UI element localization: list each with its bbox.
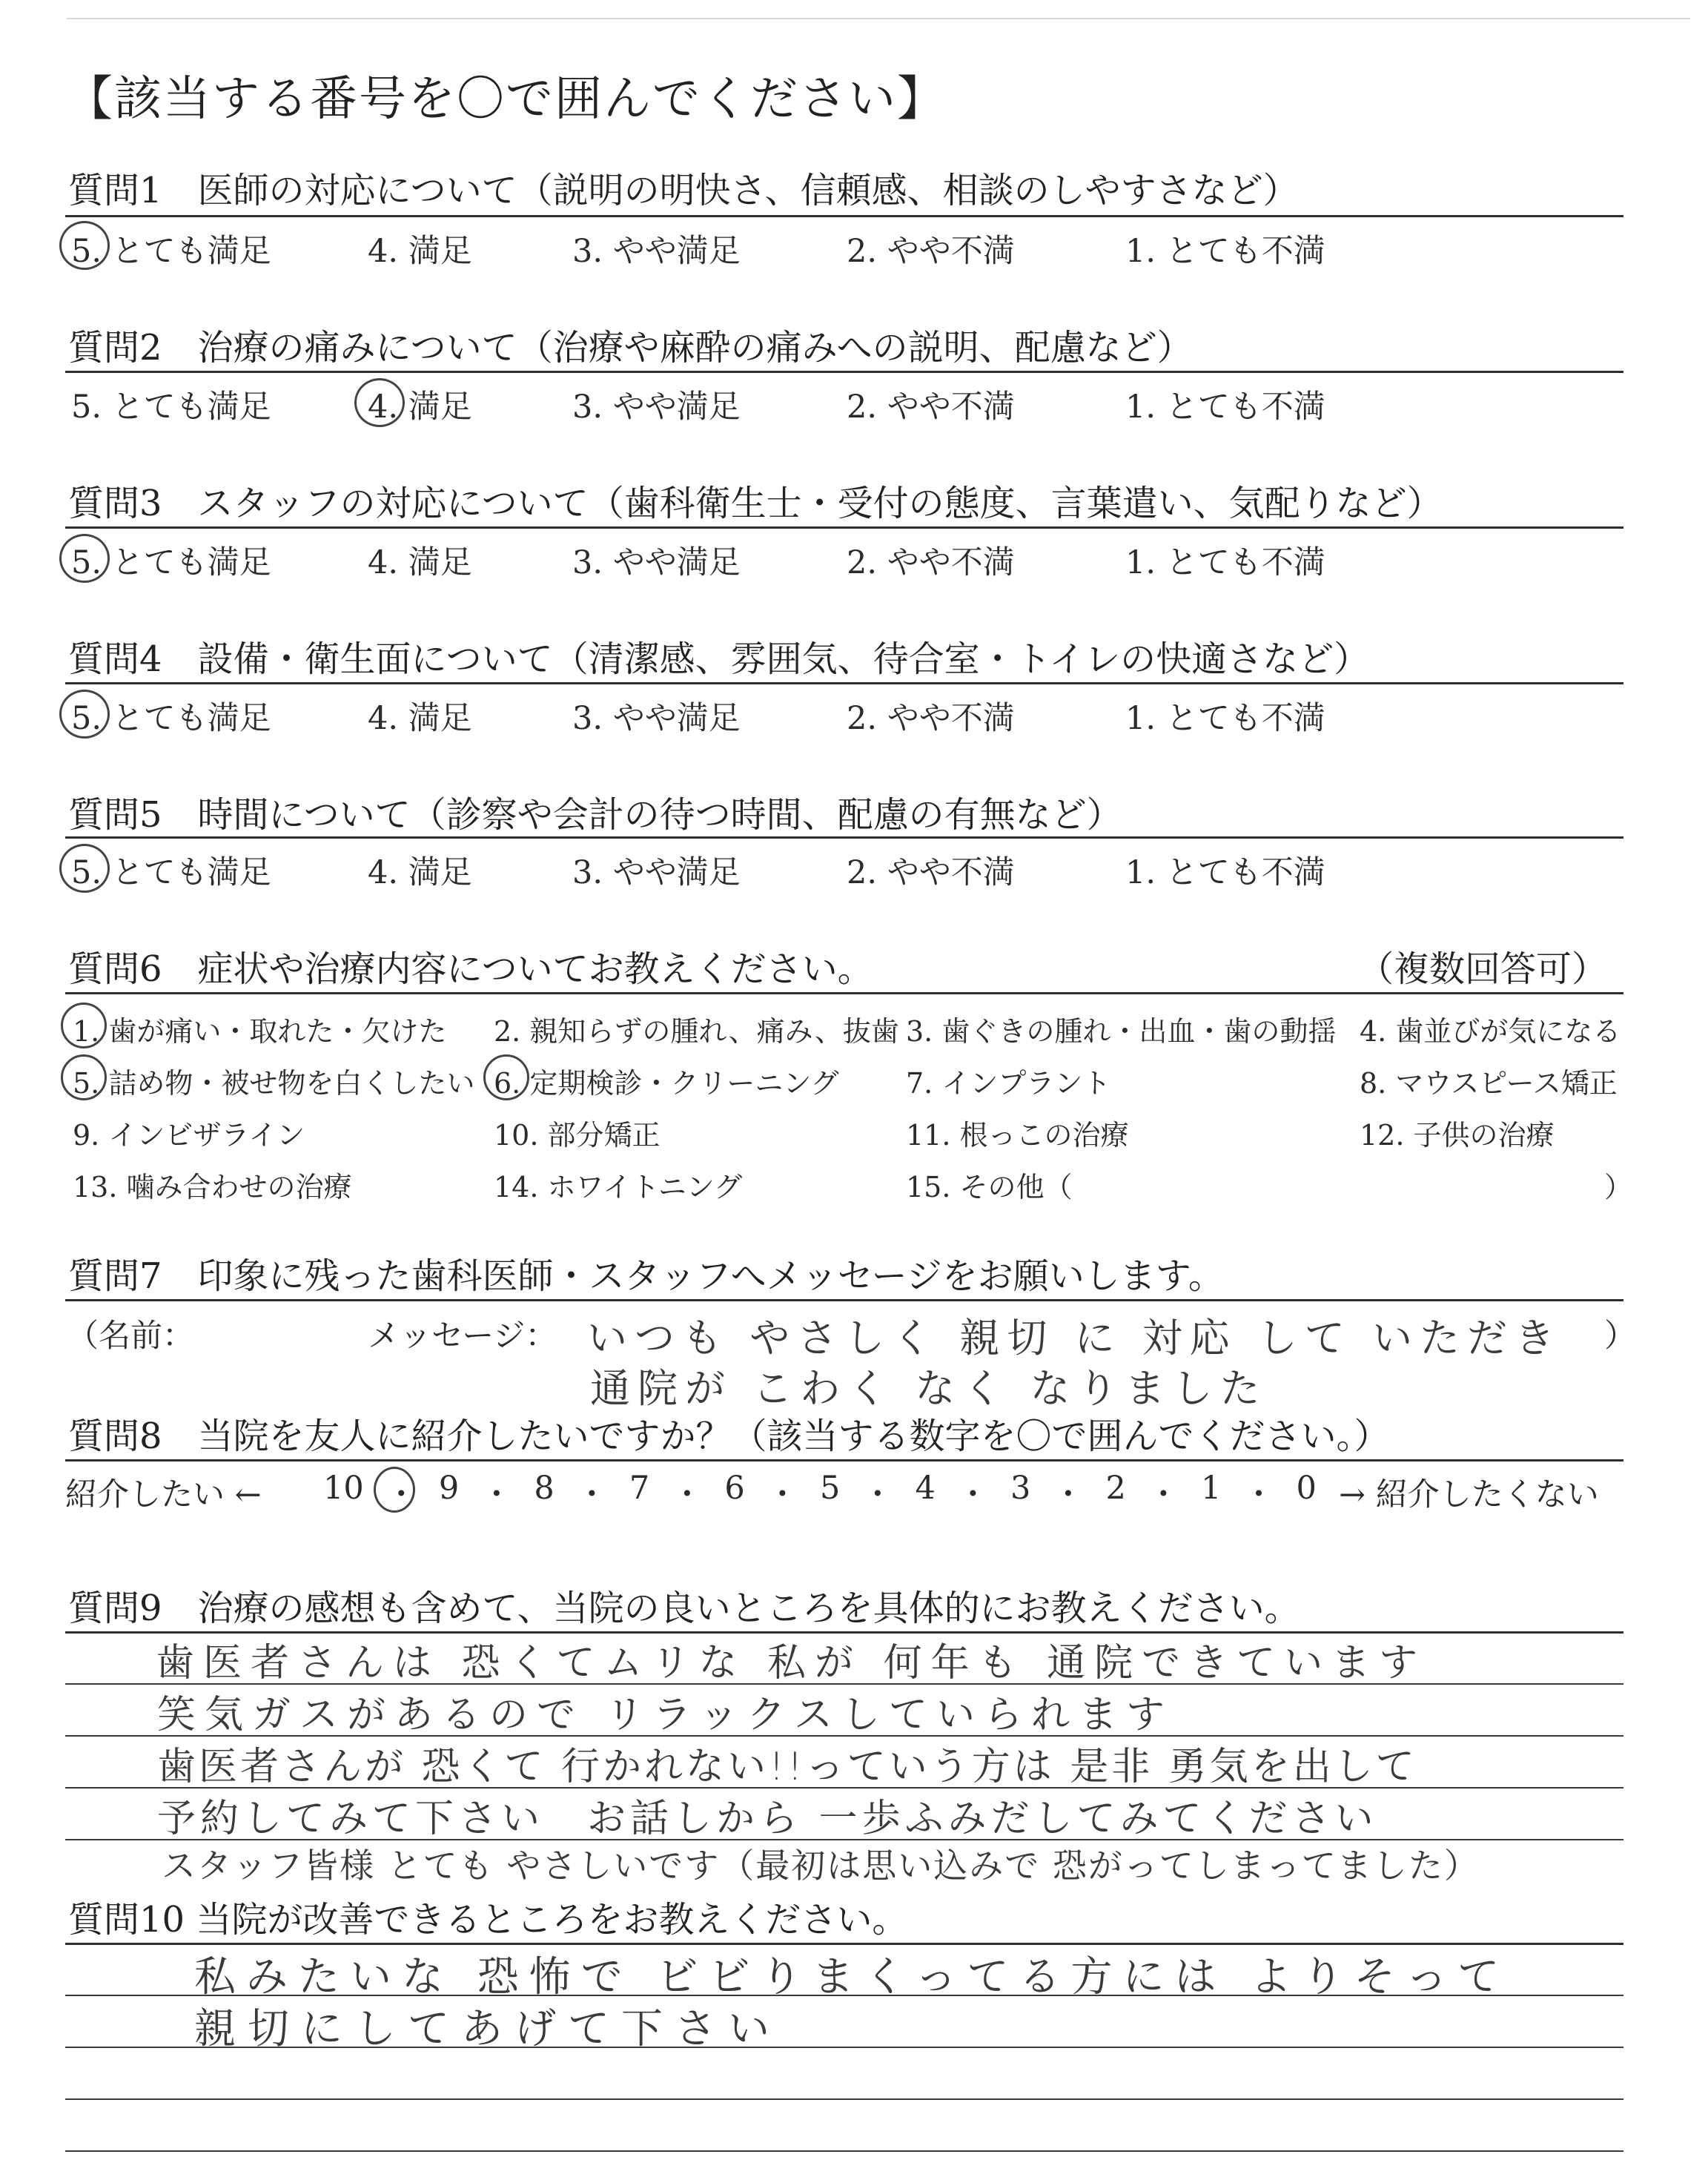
q3-selected-circle: [59, 534, 110, 583]
question-6-rule: [65, 992, 1623, 994]
q7-message-label: メッセージ：: [368, 1318, 557, 1355]
question-4-title: 質問4 設備・衛生面について（清潔感、雰囲気、待合室・トイレの快適さなど）: [68, 638, 1370, 680]
q2-selected-circle: [354, 378, 405, 427]
question-5-rule: [65, 836, 1623, 839]
q6-item-13[interactable]: 13. 噛み合わせの治療: [73, 1171, 352, 1203]
q6-item-3[interactable]: 3. 歯ぐきの腫れ・出血・歯の動揺: [906, 1015, 1337, 1048]
q10-answer-handwritten-1[interactable]: 私みたいな 恐怖で ビビりまくってる方には よりそって: [194, 1953, 1510, 2001]
q8-scale-2[interactable]: 2: [1105, 1470, 1126, 1507]
question-7-title: 質問7 印象に残った歯科医師・スタッフへメッセージをお願いします。: [68, 1255, 1224, 1297]
q6-item-11[interactable]: 11. 根っこの治療: [906, 1119, 1129, 1152]
q2-option-1[interactable]: 1. とても不満: [1125, 389, 1325, 426]
scan-top-edge: [67, 18, 1690, 19]
q2-option-4[interactable]: 4. 満足: [368, 389, 472, 426]
q4-option-2[interactable]: 2. やや不満: [847, 700, 1015, 737]
q3-option-1[interactable]: 1. とても不満: [1125, 544, 1325, 581]
q7-message-handwritten-2[interactable]: 通院が こわく なく なりました: [590, 1365, 1268, 1412]
q8-right-label: → 紹介したくない: [1339, 1476, 1599, 1513]
q6-item-14[interactable]: 14. ホワイトニング: [494, 1171, 743, 1203]
q6-selected-circle-5: [61, 1054, 107, 1100]
question-2-title: 質問2 治療の痛みについて（治療や麻酔の痛みへの説明、配慮など）: [68, 327, 1193, 369]
q4-option-4[interactable]: 4. 満足: [368, 700, 472, 737]
q3-option-5[interactable]: 5. とても満足: [71, 544, 271, 581]
q5-option-5[interactable]: 5. とても満足: [71, 854, 271, 891]
q6-item-10[interactable]: 10. 部分矯正: [494, 1119, 661, 1152]
q6-item-5[interactable]: 5. 詰め物・被せ物を白くしたい: [73, 1067, 475, 1100]
q9-answer-handwritten-5[interactable]: スタッフ皆様 とても やさしいです（最初は思い込みで 恐がってしまってました）: [162, 1846, 1480, 1886]
q8-scale-dot: ・: [1242, 1476, 1275, 1513]
q3-option-3[interactable]: 3. やや満足: [572, 544, 741, 581]
q3-option-2[interactable]: 2. やや不満: [847, 544, 1015, 581]
q4-option-3[interactable]: 3. やや満足: [572, 700, 741, 737]
q8-scale-dot: ・: [671, 1476, 704, 1513]
q6-item-9[interactable]: 9. インビザライン: [73, 1119, 305, 1152]
q10-answer-line: [65, 2098, 1623, 2100]
q6-item-15[interactable]: 15. その他（: [906, 1171, 1073, 1203]
q4-selected-circle: [59, 690, 110, 739]
q7-close-paren: ）: [1604, 1318, 1636, 1355]
q6-item-1[interactable]: 1. 歯が痛い・取れた・欠けた: [73, 1015, 447, 1048]
q5-selected-circle: [59, 844, 110, 893]
q1-option-2[interactable]: 2. やや不満: [847, 233, 1015, 270]
q8-scale-4[interactable]: 4: [915, 1470, 936, 1507]
q1-option-5[interactable]: 5. とても満足: [71, 233, 271, 270]
q6-item-15-close: ）: [1604, 1171, 1633, 1203]
q8-scale-dot: ・: [1052, 1476, 1085, 1513]
question-1-title: 質問1 医師の対応について（説明の明快さ、信頼感、相談のしやすさなど）: [68, 170, 1299, 211]
q8-scale-8[interactable]: 8: [534, 1470, 555, 1507]
q8-scale-dot: ・: [956, 1476, 989, 1513]
q8-scale-0[interactable]: 0: [1296, 1470, 1317, 1507]
q8-scale-9[interactable]: 9: [438, 1470, 460, 1507]
q1-option-4[interactable]: 4. 満足: [368, 233, 472, 270]
q2-option-5[interactable]: 5. とても満足: [71, 389, 271, 426]
q8-scale-3[interactable]: 3: [1010, 1470, 1031, 1507]
q4-option-1[interactable]: 1. とても不満: [1125, 700, 1325, 737]
question-1-rule: [65, 215, 1623, 217]
q6-selected-circle-6: [483, 1054, 529, 1100]
q10-answer-line: [65, 2150, 1623, 2152]
question-3-title: 質問3 スタッフの対応について（歯科衛生士・受付の態度、言葉遣い、気配りなど）: [68, 483, 1443, 524]
q8-scale-10[interactable]: 10: [323, 1470, 364, 1507]
q8-scale-dot: ・: [480, 1476, 513, 1513]
q8-scale-dot: ・: [766, 1476, 798, 1513]
q8-scale-dot: ・: [385, 1476, 417, 1513]
q9-answer-handwritten-4[interactable]: 予約してみて下さい お話しから 一歩ふみだしてみてください: [157, 1797, 1378, 1841]
form-title: 【該当する番号を〇で囲んでください】: [65, 72, 946, 127]
q8-selected-circle: [374, 1467, 415, 1513]
q5-option-3[interactable]: 3. やや満足: [572, 854, 741, 891]
question-7-rule: [65, 1299, 1623, 1301]
q8-scale-dot: ・: [861, 1476, 894, 1513]
q7-message-handwritten-1[interactable]: いつも やさしく 親切 に 対応 して いただき: [587, 1315, 1562, 1361]
q8-scale-dot: ・: [1147, 1476, 1179, 1513]
q6-item-6[interactable]: 6. 定期検診・クリーニング: [494, 1067, 839, 1100]
question-9-title: 質問9 治療の感想も含めて、当院の良いところを具体的にお教えください。: [68, 1588, 1300, 1629]
q9-answer-handwritten-2[interactable]: 笑気ガスがあるので リラックスしていられます: [157, 1693, 1174, 1737]
question-5-title: 質問5 時間について（診察や会計の待つ時間、配慮の有無など）: [68, 794, 1122, 836]
q2-option-3[interactable]: 3. やや満足: [572, 389, 741, 426]
q4-option-5[interactable]: 5. とても満足: [71, 700, 271, 737]
question-6-note: （複数回答可）: [1358, 948, 1608, 990]
question-6-title: 質問6 症状や治療内容についてお教えください。: [68, 948, 873, 990]
q6-item-8[interactable]: 8. マウスピース矯正: [1360, 1067, 1618, 1100]
q6-item-7[interactable]: 7. インプラント: [906, 1067, 1111, 1100]
q9-answer-handwritten-1[interactable]: 歯医者さんは 恐くてムリな 私が 何年も 通院できています: [156, 1641, 1427, 1685]
q1-option-1[interactable]: 1. とても不満: [1125, 233, 1325, 270]
q3-option-4[interactable]: 4. 満足: [368, 544, 472, 581]
q7-name-label: （名前：: [67, 1318, 194, 1355]
question-8-rule: [65, 1459, 1623, 1462]
question-10-title: 質問10 当院が改善できるところをお教えください。: [68, 1899, 908, 1941]
q6-item-12[interactable]: 12. 子供の治療: [1360, 1119, 1555, 1152]
question-8-title: 質問8 当院を友人に紹介したいですか？（該当する数字を〇で囲んでください。）: [68, 1416, 1390, 1457]
q10-answer-handwritten-2[interactable]: 親切にしてあげて下さい: [194, 2005, 781, 2053]
q8-scale-5[interactable]: 5: [819, 1470, 841, 1507]
q6-item-2[interactable]: 2. 親知らずの腫れ、痛み、抜歯: [494, 1015, 899, 1048]
question-4-rule: [65, 682, 1623, 684]
q1-option-3[interactable]: 3. やや満足: [572, 233, 741, 270]
q5-option-2[interactable]: 2. やや不満: [847, 854, 1015, 891]
q8-scale-dot: ・: [575, 1476, 608, 1513]
q5-option-4[interactable]: 4. 満足: [368, 854, 472, 891]
q8-scale-6[interactable]: 6: [724, 1470, 745, 1507]
q6-selected-circle-1: [61, 1003, 107, 1048]
q5-option-1[interactable]: 1. とても不満: [1125, 854, 1325, 891]
q2-option-2[interactable]: 2. やや不満: [847, 389, 1015, 426]
q8-scale-1[interactable]: 1: [1201, 1470, 1222, 1507]
q8-scale: [323, 1470, 1317, 1515]
question-3-rule: [65, 526, 1623, 529]
q8-left-label: 紹介したい ←: [65, 1476, 262, 1513]
q9-answer-handwritten-3[interactable]: 歯医者さんが 恐くて 行かれない!!っていう方は 是非 勇気を出して: [157, 1745, 1417, 1789]
q1-selected-circle: [59, 221, 110, 270]
q6-item-4[interactable]: 4. 歯並びが気になる: [1360, 1015, 1621, 1048]
q8-scale-7[interactable]: 7: [629, 1470, 650, 1507]
question-2-rule: [65, 371, 1623, 373]
